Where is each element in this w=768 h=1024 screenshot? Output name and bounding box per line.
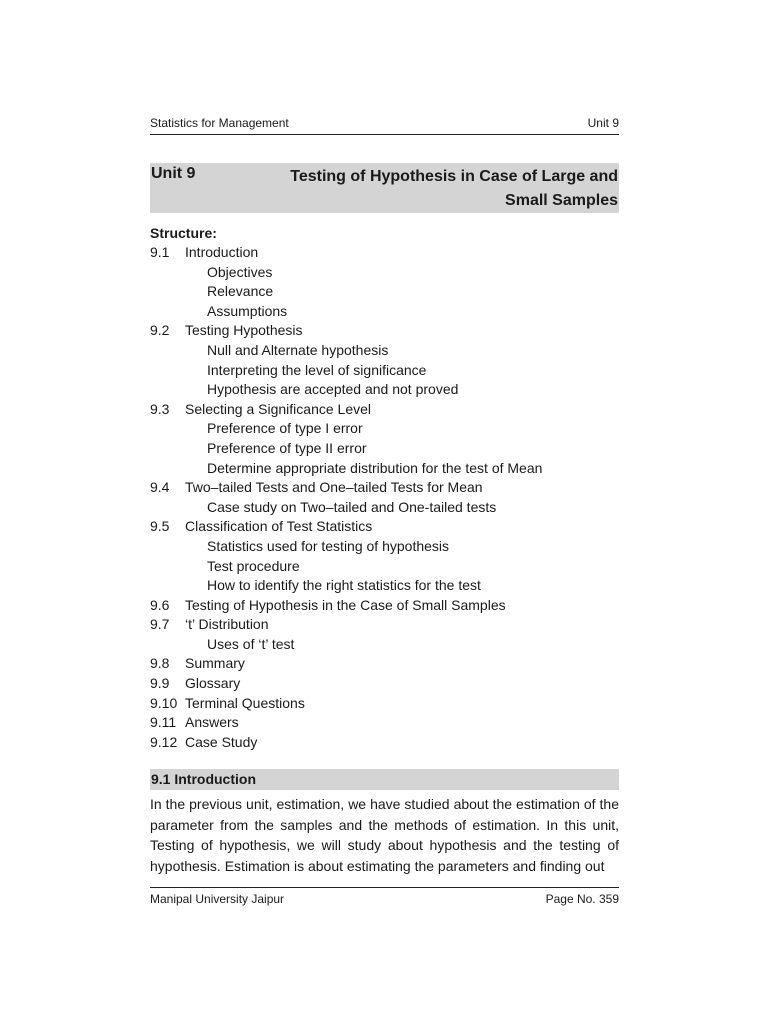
toc-subitem (150, 537, 619, 557)
toc-subitem (150, 439, 619, 459)
footer-page-number: Page No. 359 (545, 892, 619, 906)
toc-subitem-text: Interpreting the level of significance (207, 361, 427, 378)
toc-subitem-text: Relevance (207, 283, 274, 300)
structure-toc (150, 223, 619, 752)
toc-subitem-text: Preference of type II error (207, 439, 367, 456)
toc-subitem-text: Case study on Two–tailed and One-tailed tests (207, 498, 497, 515)
toc-item (150, 654, 619, 674)
header-book-title: Statistics for Management (150, 116, 289, 130)
toc-subitem (150, 341, 619, 361)
toc-subitem-text: Null and Alternate hypothesis (207, 341, 389, 358)
toc-item-text: Introduction (185, 244, 259, 260)
toc-subitem (150, 282, 619, 302)
toc-item-number: 9.11 (150, 714, 177, 731)
toc-item-number: 9.1 (150, 244, 170, 260)
toc-item (150, 694, 619, 714)
toc-item (150, 596, 619, 616)
toc-item-text: Classification of Test Statistics (185, 518, 373, 535)
toc-subitem-text: Hypothesis are accepted and not proved (207, 381, 459, 398)
toc-subitem (150, 419, 619, 439)
unit-label: Unit 9 (151, 165, 196, 182)
section-heading: 9.1 Introduction (150, 769, 619, 790)
toc-item (150, 615, 619, 635)
footer-institution: Manipal University Jaipur (150, 892, 285, 906)
toc-subitem (150, 459, 619, 479)
toc-item-text: Testing of Hypothesis in the Case of Small Samples (185, 596, 506, 613)
toc-item-number: 9.7 (150, 616, 170, 633)
toc-item (150, 400, 619, 420)
toc-item-text: Selecting a Significance Level (185, 400, 372, 417)
toc-item-text: ‘t’ Distribution (185, 616, 269, 633)
toc-item-text: Two–tailed Tests and One–tailed Tests for Mean (185, 479, 483, 496)
toc-item-text: Glossary (185, 675, 241, 692)
toc-subitem (150, 361, 619, 381)
toc-item-number: 9.10 (150, 694, 178, 711)
unit-banner (150, 163, 619, 213)
toc-subitem (150, 498, 619, 518)
toc-item-text: Answers (185, 714, 239, 731)
toc-item-number: 9.4 (150, 479, 170, 496)
unit-title: Testing of Hypothesis in Case of Large and Small Samples (290, 168, 618, 209)
toc-subitem-text: Assumptions (207, 302, 288, 319)
toc-subitem (150, 576, 619, 596)
toc-item-text: Summary (185, 655, 245, 672)
toc-subitem-text: Preference of type I error (207, 420, 363, 437)
header-unit: Unit 9 (587, 116, 619, 130)
toc-subitem-text: Objectives (207, 263, 273, 280)
toc-subitem (150, 263, 619, 283)
toc-item (150, 243, 619, 263)
page-footer (150, 887, 619, 906)
toc-subitem (150, 557, 619, 577)
toc-item-number: 9.8 (150, 655, 170, 672)
toc-item-number: 9.9 (150, 675, 170, 692)
toc-subitem (150, 302, 619, 322)
toc-item-number: 9.2 (150, 322, 170, 339)
toc-subitem-text: Uses of ‘t’ test (207, 635, 295, 652)
toc-subitem (150, 380, 619, 400)
toc-list (150, 243, 619, 752)
toc-item (150, 478, 619, 498)
toc-item-number: 9.5 (150, 518, 170, 535)
toc-subitem-text: Test procedure (207, 557, 300, 574)
toc-item (150, 733, 619, 753)
toc-item-number: 9.6 (150, 596, 170, 613)
toc-subitem-text: How to identify the right statistics for the test (207, 577, 481, 594)
toc-item-number: 9.3 (150, 400, 170, 417)
page-header (150, 116, 619, 135)
toc-item-text: Testing Hypothesis (185, 322, 303, 339)
toc-item (150, 321, 619, 341)
toc-item-number: 9.12 (150, 733, 178, 750)
toc-item-text: Terminal Questions (185, 694, 305, 711)
toc-subitem-text: Determine appropriate distribution for the test of Mean (207, 459, 543, 476)
toc-item (150, 517, 619, 537)
toc-subitem (150, 635, 619, 655)
toc-item (150, 674, 619, 694)
intro-paragraph: In the previous unit, estimation, we have studied about the estimation of the parameter from the samples and the methods of estimation. In this unit, Testing of hypothesis, we will study about hypothesis and the testing of hypothesis. Estimation is about estimating the parameters and finding out (150, 796, 619, 874)
toc-item (150, 713, 619, 733)
toc-subitem-text: Statistics used for testing of hypothesis (207, 537, 450, 554)
structure-heading: Structure: (150, 225, 217, 241)
toc-item-text: Case Study (185, 733, 258, 750)
